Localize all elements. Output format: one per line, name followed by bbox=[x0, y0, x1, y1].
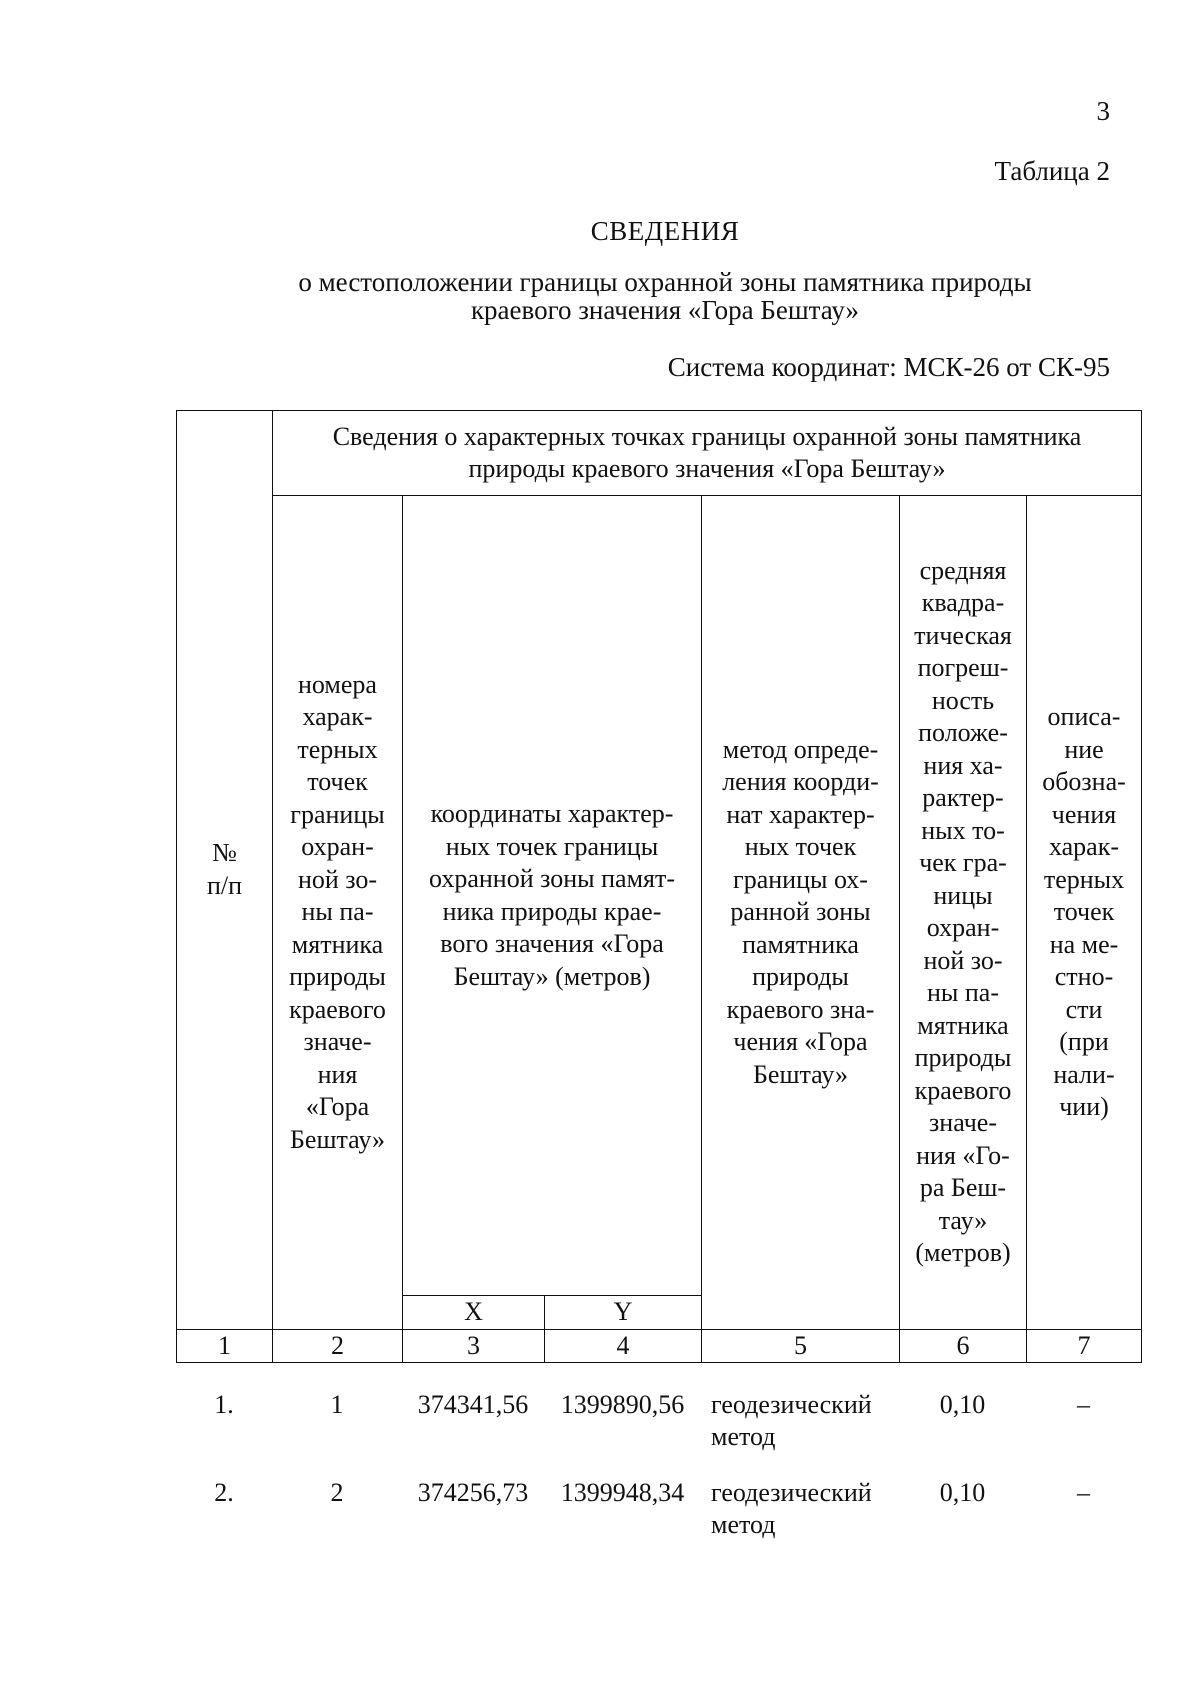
row-method-line-2: метод bbox=[711, 1422, 776, 1451]
table-row bbox=[0, 1477, 1200, 1547]
row-y: 1399890,56 bbox=[560, 1390, 685, 1419]
column-number-1: 1 bbox=[177, 1329, 273, 1363]
row-method bbox=[711, 1389, 901, 1453]
row-method-line-2: метод bbox=[711, 1510, 776, 1539]
header-col-3: координаты характер- ных точек границы охранной зоны памят- ника природы крае- вого значения «Гора Бештау» (метров) bbox=[403, 496, 702, 1296]
row-index: 1. bbox=[214, 1390, 234, 1419]
page-number: 3 bbox=[1096, 96, 1110, 126]
row-y: 1399948,34 bbox=[560, 1478, 685, 1507]
column-number-4: 4 bbox=[545, 1329, 702, 1363]
row-x: 374341,56 bbox=[417, 1390, 529, 1419]
table-row bbox=[0, 1389, 1200, 1459]
subtitle-line-1: о местоположении границы охранной зоны памятника природы bbox=[298, 267, 1032, 297]
document-subtitle bbox=[0, 268, 1200, 324]
column-number-6: 6 bbox=[900, 1329, 1027, 1363]
row-x: 374256,73 bbox=[417, 1478, 529, 1507]
header-main: Сведения о характерных точках границы охранной зоны памятника природы краевого значения «Гора Бештау» bbox=[273, 411, 1142, 496]
boundary-points-table bbox=[176, 410, 1142, 1363]
header-x: X bbox=[403, 1296, 545, 1330]
row-error: 0,10 bbox=[939, 1390, 986, 1419]
row-description: – bbox=[1077, 1478, 1090, 1507]
column-number-7: 7 bbox=[1027, 1329, 1142, 1363]
row-method bbox=[711, 1477, 901, 1541]
coordinate-system: Система координат: МСК-26 от СК-95 bbox=[667, 352, 1110, 382]
header-col-1: № п/п bbox=[177, 411, 273, 1330]
row-description: – bbox=[1077, 1390, 1090, 1419]
row-index: 2. bbox=[214, 1478, 234, 1507]
column-number-3: 3 bbox=[403, 1329, 545, 1363]
row-method-line-1: геодезический bbox=[711, 1390, 872, 1419]
row-error: 0,10 bbox=[939, 1478, 986, 1507]
row-method-line-1: геодезический bbox=[711, 1478, 872, 1507]
header-col-6: средняя квадра- тическая погреш- ность положе- ния ха- рактер- ных то- чек гра- ницы охран- ной зо- ны па- мятника природы краевого значе- ния «Го- ра Беш- тау» (метров) bbox=[900, 496, 1027, 1330]
row-point-number: 1 bbox=[330, 1390, 344, 1419]
subtitle-line-2: краевого значения «Гора Бештау» bbox=[470, 295, 860, 325]
header-y: Y bbox=[545, 1296, 702, 1330]
header-col-5: метод опреде- ления коорди- нат характер- ных точек границы ох- ранной зоны памятника природы краевого зна- чения «Гора Бештау» bbox=[702, 496, 900, 1330]
header-col-7: описа- ние обозна- чения харак- терных точек на ме- стно- сти (при нали- чии) bbox=[1027, 496, 1142, 1330]
column-number-2: 2 bbox=[273, 1329, 403, 1363]
table-label: Таблица 2 bbox=[994, 156, 1110, 186]
column-number-5: 5 bbox=[702, 1329, 900, 1363]
header-col-2: номера харак- терных точек границы охран- ной зо- ны па- мятника природы краевого значе- ния «Гора Бештау» bbox=[273, 496, 403, 1330]
row-point-number: 2 bbox=[330, 1478, 344, 1507]
document-title: СВЕДЕНИЯ bbox=[590, 216, 740, 246]
